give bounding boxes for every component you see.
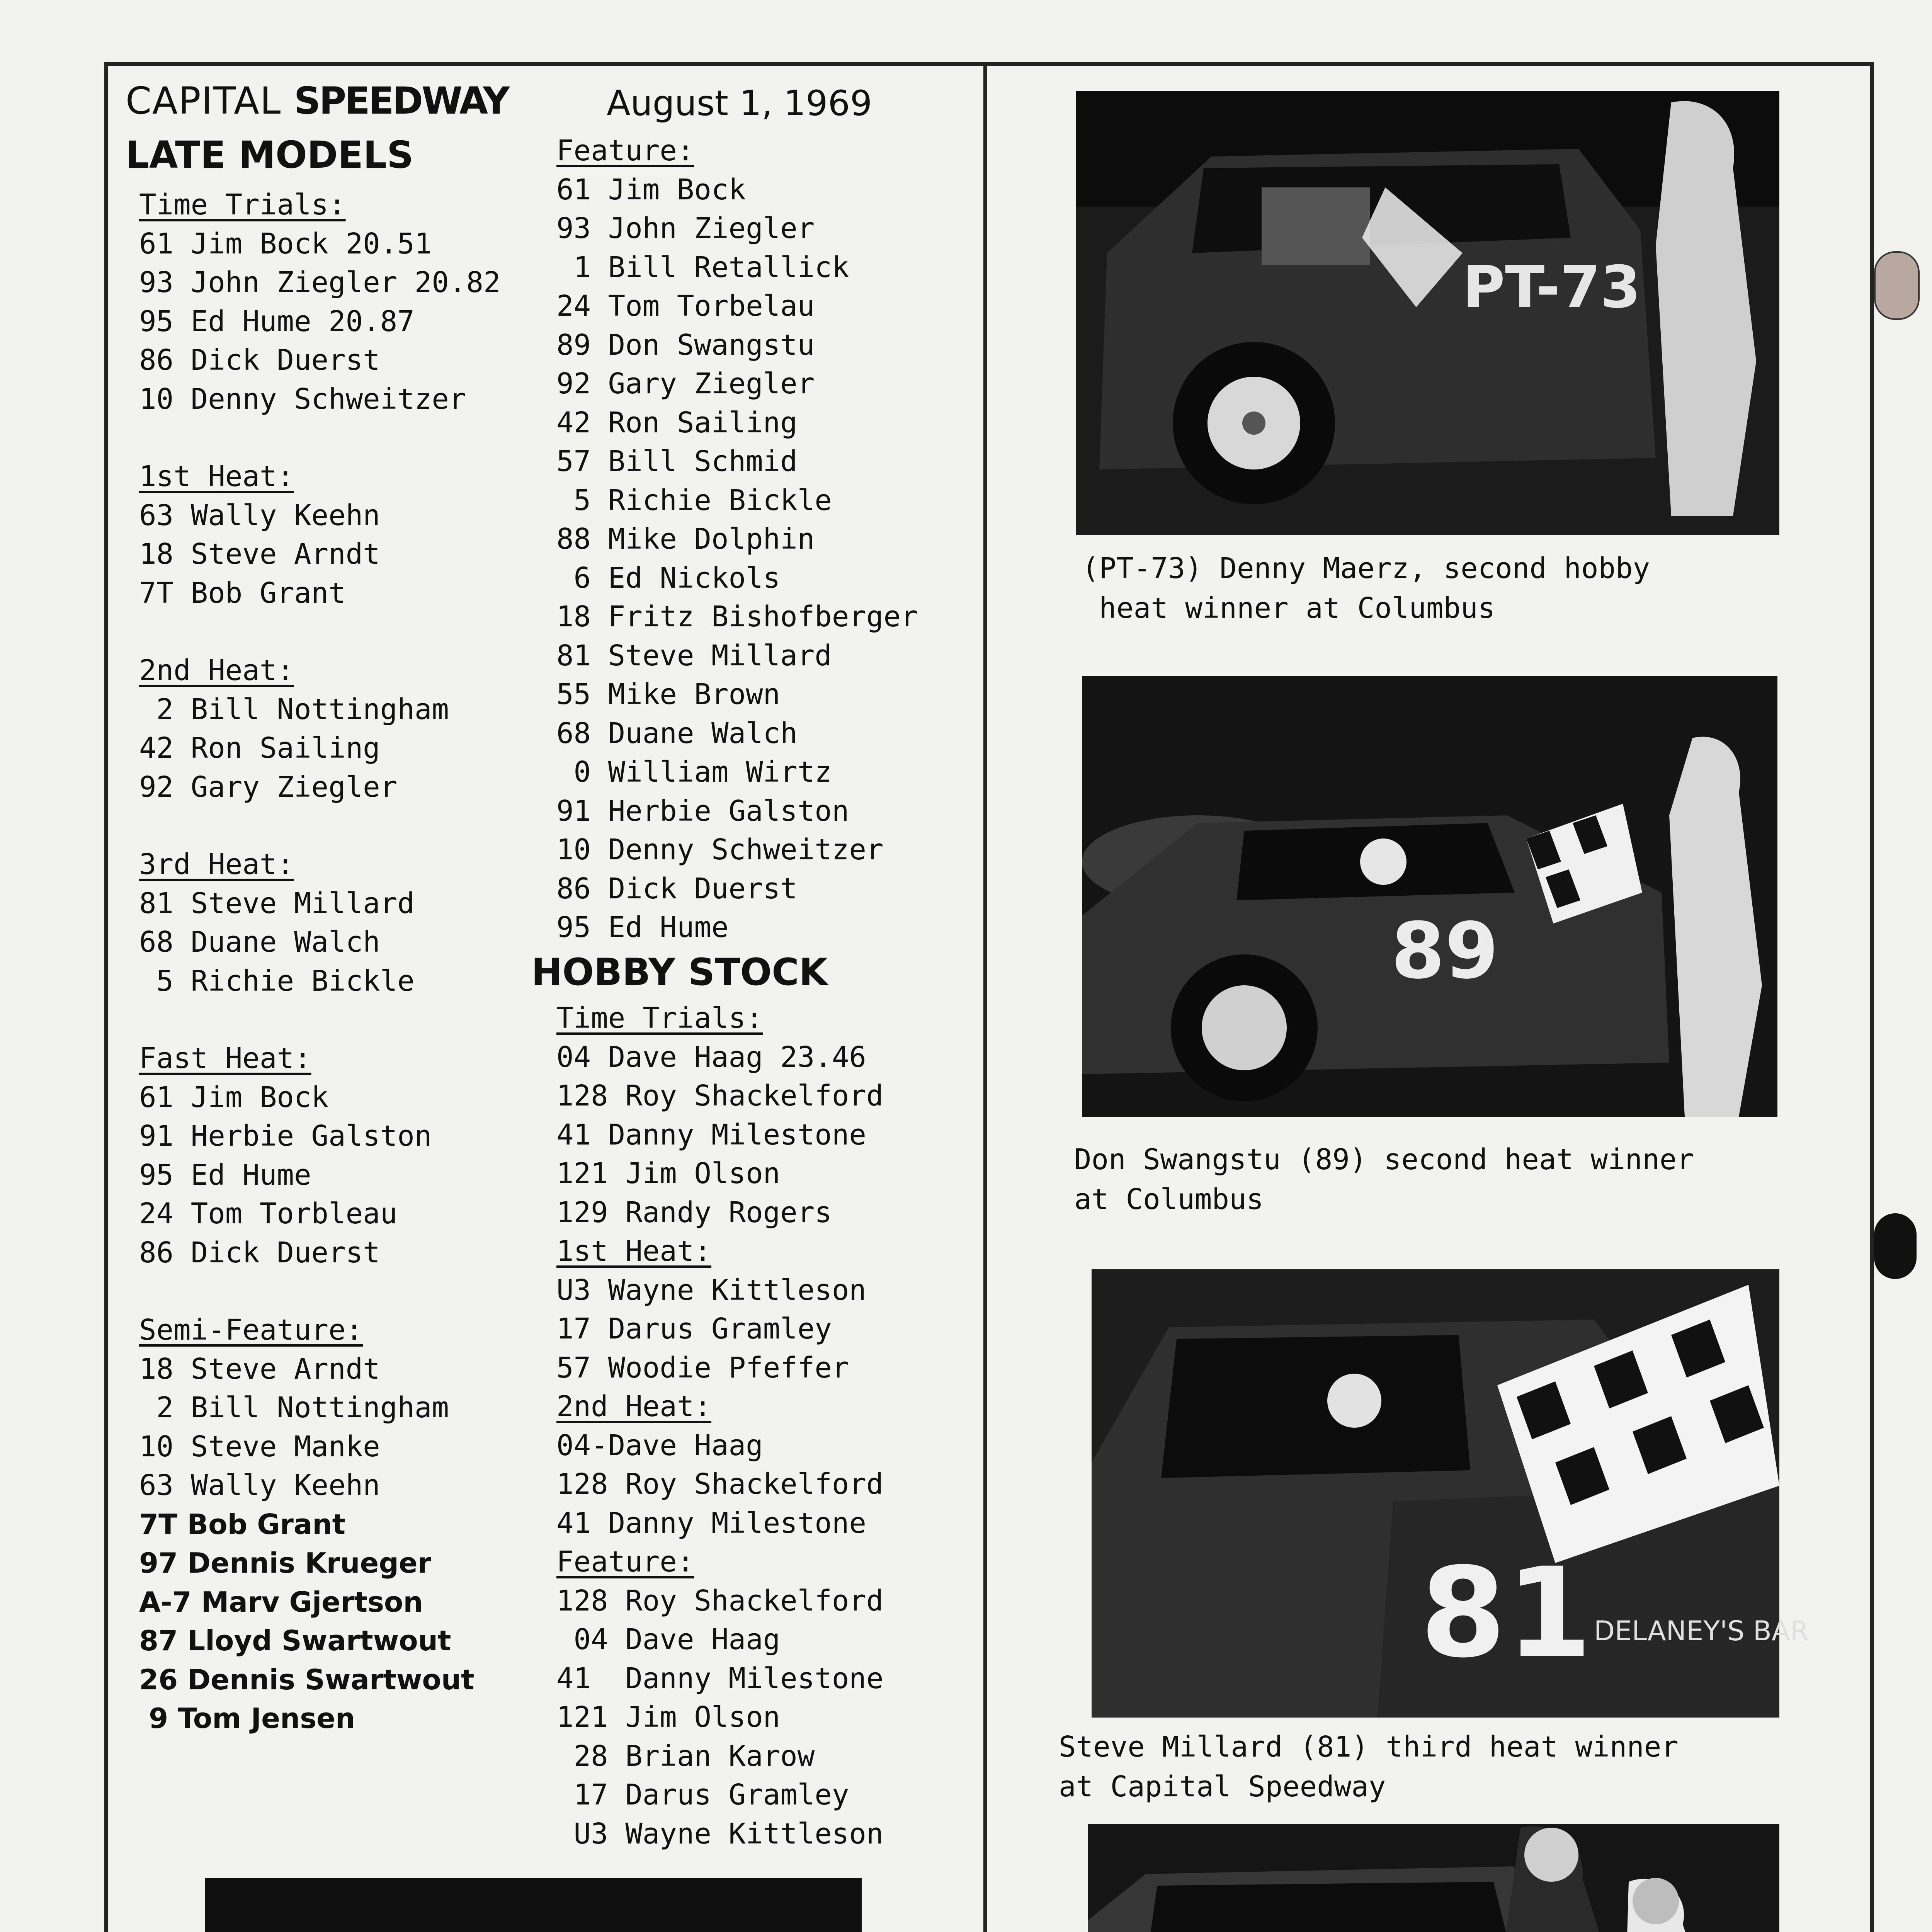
result-entry: 95 Ed Hume 20.87	[139, 304, 415, 338]
result-entry: 2 Bill Nottingham	[139, 692, 449, 726]
car-number-pt73: PT-73	[1463, 254, 1641, 321]
result-entry: 88 Mike Dolphin	[556, 522, 815, 556]
header-title-left: CAPITAL	[126, 79, 294, 122]
result-entry: 86 Dick Duerst	[556, 872, 798, 905]
spacer	[139, 612, 501, 651]
result-entry: 2 Bill Nottingham	[139, 1391, 449, 1424]
result-entry: 18 Steve Arndt	[139, 537, 380, 571]
result-entry: 121 Jim Olson	[556, 1157, 781, 1190]
result-entry: 55 Mike Brown	[556, 678, 781, 711]
result-entry: 63 Wally Keehn	[139, 1469, 380, 1502]
result-entry: 1 Bill Retallick	[556, 250, 849, 284]
result-entry: 24 Tom Torbelau	[556, 289, 815, 323]
spacer	[139, 1272, 501, 1311]
result-entry: 04 Dave Haag 23.46	[556, 1040, 866, 1074]
page-header	[126, 79, 508, 122]
hobby-stock-list	[556, 999, 883, 1853]
result-entry: 95 Ed Hume	[139, 1158, 311, 1192]
photo-03-winner	[205, 1878, 862, 1932]
result-entry: 93 John Ziegler	[556, 212, 815, 245]
spacer	[139, 1000, 501, 1039]
result-entry: 61 Jim Bock	[139, 1080, 329, 1114]
heat-heading: Feature:	[556, 1545, 694, 1578]
result-entry: 92 Gary Ziegler	[139, 770, 398, 804]
result-entry: U3 Wayne Kittleson	[556, 1273, 866, 1307]
heat-heading: 1st Heat:	[139, 460, 294, 493]
late-models-title: LATE MODELS	[126, 133, 414, 177]
result-entry: 89 Don Swangstu	[556, 328, 815, 362]
binder-hole	[1874, 251, 1920, 320]
result-entry: 26 Dennis Swartwout	[139, 1663, 474, 1696]
result-entry: 86 Dick Duerst	[139, 344, 380, 377]
result-entry: 17 Darus Gramley	[556, 1312, 832, 1345]
result-entry: 128 Roy Shackelford	[556, 1468, 884, 1501]
result-entry: 9 Tom Jensen	[139, 1702, 355, 1735]
spacer	[139, 806, 501, 845]
result-entry: 7T Bob Grant	[139, 576, 346, 610]
header-date: August 1, 1969	[607, 83, 872, 124]
heat-heading: Time Trials:	[556, 1002, 763, 1035]
result-entry: 129 Randy Rogers	[556, 1196, 832, 1229]
photo-89-graphic	[1082, 676, 1777, 1117]
photo-81-graphic	[1092, 1269, 1809, 1718]
result-entry: 91 Herbie Galston	[556, 794, 849, 828]
result-entry: 61 Jim Bock	[556, 173, 746, 206]
heat-heading: 2nd Heat:	[139, 654, 294, 687]
sponsor-text: DELANEY'S BAR	[1594, 1615, 1809, 1647]
result-entry: 41 Danny Milestone	[556, 1118, 866, 1151]
binder-hole	[1874, 1213, 1917, 1279]
result-entry: 10 Steve Manke	[139, 1430, 380, 1463]
result-entry: 81 Steve Millard	[139, 886, 415, 920]
result-entry: 63 Wally Keehn	[139, 498, 380, 532]
result-entry: 86 Dick Duerst	[139, 1236, 380, 1269]
result-entry: 41 Danny Milestone	[556, 1506, 866, 1540]
result-entry: 5 Richie Bickle	[139, 964, 415, 998]
result-entry: 95 Ed Hume	[556, 911, 729, 944]
column-divider	[983, 62, 987, 1932]
result-entry: A-7 Marv Gjertson	[139, 1585, 423, 1618]
result-entry: 24 Tom Torbleau	[139, 1197, 398, 1230]
result-entry: 68 Duane Walch	[556, 716, 798, 750]
heat-heading: Feature:	[556, 134, 694, 167]
result-entry: 17 Darus Gramley	[556, 1778, 849, 1811]
result-entry: 57 Bill Schmid	[556, 445, 798, 478]
result-entry: 41 Danny Milestone	[556, 1662, 884, 1695]
result-entry: 04-Dave Haag	[556, 1429, 763, 1462]
result-entry: U3 Wayne Kittleson	[556, 1817, 884, 1850]
result-entry: 18 Fritz Bishofberger	[556, 600, 918, 633]
heat-heading: Fast Heat:	[139, 1042, 311, 1075]
heat-heading: 2nd Heat:	[556, 1390, 711, 1423]
result-entry: 10 Denny Schweitzer	[139, 382, 466, 416]
heat-heading: 3rd Heat:	[139, 848, 294, 881]
result-entry: 42 Ron Sailing	[556, 406, 798, 439]
car-number-81: 81	[1420, 1541, 1592, 1685]
late-models-left-list	[139, 185, 501, 1738]
result-entry: 10 Denny Schweitzer	[556, 833, 884, 866]
result-entry: 121 Jim Olson	[556, 1701, 781, 1734]
result-entry: 57 Woodie Pfeffer	[556, 1351, 849, 1384]
result-entry: 68 Duane Walch	[139, 925, 380, 959]
result-entry: 42 Ron Sailing	[139, 731, 380, 765]
hobby-stock-title: HOBBY STOCK	[531, 951, 828, 994]
photo-03-graphic	[205, 1878, 862, 1932]
photo-54-graphic	[1088, 1824, 1779, 1932]
result-entry: 128 Roy Shackelford	[556, 1079, 884, 1112]
photo-pt73-graphic	[1076, 91, 1779, 535]
result-entry: 97 Dennis Krueger	[139, 1547, 432, 1579]
header-title-bold: SPEEDWAY	[294, 79, 509, 122]
result-entry: 92 Gary Ziegler	[556, 367, 815, 400]
photo-pt73-winner	[1076, 91, 1779, 535]
result-entry: 81 Steve Millard	[556, 639, 832, 672]
result-entry: 61 Jim Bock 20.51	[139, 227, 432, 260]
result-entry: 91 Herbie Galston	[139, 1119, 432, 1153]
result-entry: 18 Steve Arndt	[139, 1352, 380, 1386]
result-entry: 28 Brian Karow	[556, 1739, 815, 1773]
result-entry: 7T Bob Grant	[139, 1508, 346, 1541]
caption-photo-1: (PT-73) Denny Maerz, second hobby heat winner at Columbus	[1082, 552, 1650, 625]
spacer	[139, 418, 501, 457]
caption-photo-2: Don Swangstu (89) second heat winner at Columbus	[1074, 1143, 1694, 1216]
photo-54-queen	[1088, 1824, 1779, 1932]
photo-89-winner	[1082, 676, 1777, 1117]
heat-heading: 1st Heat:	[556, 1235, 711, 1268]
result-entry: 6 Ed Nickols	[556, 561, 781, 595]
caption-photo-3: Steve Millard (81) third heat winner at Capital Speedway	[1059, 1730, 1679, 1803]
result-entry: 0 William Wirtz	[556, 755, 832, 789]
late-models-feature-list	[556, 131, 918, 947]
photo-81-winner	[1092, 1269, 1809, 1718]
result-entry: 128 Roy Shackelford	[556, 1584, 884, 1617]
result-entry: 87 Lloyd Swartwout	[139, 1624, 451, 1657]
heat-heading: Semi-Feature:	[139, 1313, 363, 1347]
result-entry: 5 Richie Bickle	[556, 483, 832, 517]
car-number-89: 89	[1391, 906, 1499, 996]
heat-heading: Time Trials:	[139, 188, 346, 221]
result-entry: 04 Dave Haag	[556, 1623, 781, 1656]
result-entry: 93 John Ziegler 20.82	[139, 266, 501, 299]
